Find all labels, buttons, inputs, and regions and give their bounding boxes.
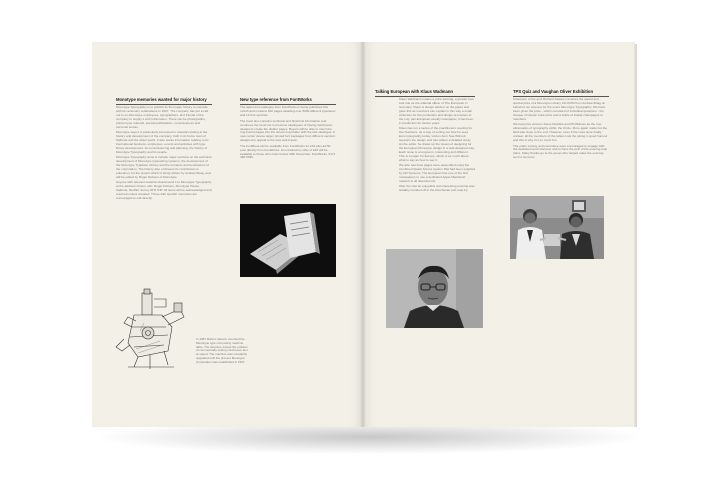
machine-caption: In 1987 Robert Hanson mounted the Monotype type composing machine table. The structure solved the problem of commercially setting continuous text at speed. The machine was constantly upgraded until the present Monotype Corporation was established in 1997. — [196, 337, 248, 364]
paragraph: Monotype Typography aims to include major sections on the technical development of Monotype typesetting systems, the development of the Monotype Typeface Library and the founders and benefactors of the corporation. The history also embraces its contribution to education, for the project which is being written by Andrew Boag, and will be edited by Roger Dobson of Monotype. — [116, 155, 212, 179]
headline-rule — [513, 96, 609, 97]
fontbook-photo — [240, 204, 336, 277]
headline: TPS Quiz and Vaughan Oliver Exhibition — [513, 89, 594, 94]
spine-gutter — [360, 42, 366, 427]
headline: Talking European with Klaus Wadmann — [375, 89, 453, 94]
article-monotype-history — [116, 97, 212, 203]
paragraph: The FontBook will be available from FontWorks for £19 plus £4.50 post directly from FontWorks. An introductory offer of £15 will be available to those who order before 30th November. FontWorks, 0171 490 5390. — [240, 143, 336, 160]
paragraph: The latest font catalogue from FontWorks is being published this month and contains 632 pages detailing over 8000 different typefaces and 14 font symbols. — [240, 105, 336, 118]
paragraph: Klaus has run a series of the practitioners meeting for five Numbers, as a way of sorting out how he sees Euro typography today. Lisbon-born Sue Wilmett supports the design and has written a detailed study. As the editor, he draws up the issues of designing for the European Monotype design in a well-designed way. Each issue is a long-term, interesting and different. This is a paper for Europe, which is as much about what to say as how to say it. — [399, 126, 475, 162]
paragraph: Anyone with relevant material should send it to Monotype Typography at the address shown, attn: Roger Dobson, Monotype House, Salfords, Redhill, Surrey RH1 5JP. All items will be acknowledged and returned unless donated. Those with specific memories are encouraged to call directly. — [116, 180, 212, 201]
article-klaus-wadmann — [375, 89, 475, 195]
article-body — [116, 106, 212, 201]
paragraph: We also saw how pages were assembled using the combined Quark Xpress system that had been supplied by Gill Systems. The European has one of the first newspapers to use a dedicated Apple Macintosh network in all departments. — [399, 163, 476, 183]
page-edge — [634, 44, 637, 427]
right-page — [363, 42, 635, 427]
paragraph: The entire society and committee were encouraged to engage with the dedicated and informed, and to have the quiz of the evening took place. Many thanks go to the group who helped make the evening such a success. — [513, 143, 608, 160]
monotype-machine-engraving — [114, 287, 192, 372]
paragraph: Champion of the quiz Richard Dawson receives the award and special prize of a Monotype Library CD-ROM from Andrew Boag on behalf of our sponsor for the event Monotype Typography. We have been given the prize - which consisted of individual questions - the cheque of Caxton book prize and a bottle of Kodak champagne to members. — [513, 97, 606, 121]
article-body — [513, 98, 609, 160]
paragraph: We had prize winners Steve Reddick and Phil Baines as the true aficionados of typography within the Circle. More again made but the field was close to the end. However, even if the rules were finally unclear, all the members of the tables took the joking in good humour and this is why it is so much fun. — [513, 122, 608, 143]
paragraph: Monotype Typography is to publish its first major history to coincide with its centenary celebrations in 1997. The company has put a call out to ex-Monotype employees, typographers, and friends of the company to supply it with information. There can be photographs, printed type material, special publications, reminiscences and personal stories. — [116, 105, 208, 129]
paragraph: The book also contains technical and historical information and continues the trend set in previous catalogues of having well known designers create the divider pages. Buyers will be able to insert the ring-bound pages into the tenuto ring binder with the last catalogue. A new carrier device larger printed font packages from different vendors designed to appeal to the less well known. — [240, 118, 336, 143]
paragraph: Monotype says it is particularly interested in material relating to the history and development of the company, both in its home town of Salfords and the wider world. It also wants information relating to its international business, employees, events and activities with type library development, its commissioning and planning, the history of Monotype Typography and its people. — [116, 130, 209, 154]
headline-rule — [375, 96, 475, 97]
headline-rule — [240, 104, 336, 105]
article-body — [375, 98, 475, 193]
paragraph: Klaus Wadmann makes a prize-winning, a greater love and role as the editorial officer of The European in Germany. Klaus is design advisor on the paper and gave this as members can explain in this way a small collection for the production and design processes of the only pan-European weekly newspaper, it has been in production for twelve years. — [399, 97, 474, 125]
klaus-wadmann-portrait — [386, 249, 483, 328]
paragraph: After the visit an enjoyable and interesting evening was suitably rounded off in the Dorchester pub near by. — [399, 184, 475, 193]
headline: Monotype memories wanted for major history — [116, 97, 207, 102]
quiz-prize-photo — [510, 196, 604, 259]
article-fontworks — [240, 97, 336, 162]
article-tps-quiz — [513, 89, 609, 162]
headline-rule — [116, 104, 212, 105]
headline: New type reference from FontWorks — [240, 97, 312, 102]
article-body — [240, 106, 336, 160]
left-page — [92, 42, 363, 427]
